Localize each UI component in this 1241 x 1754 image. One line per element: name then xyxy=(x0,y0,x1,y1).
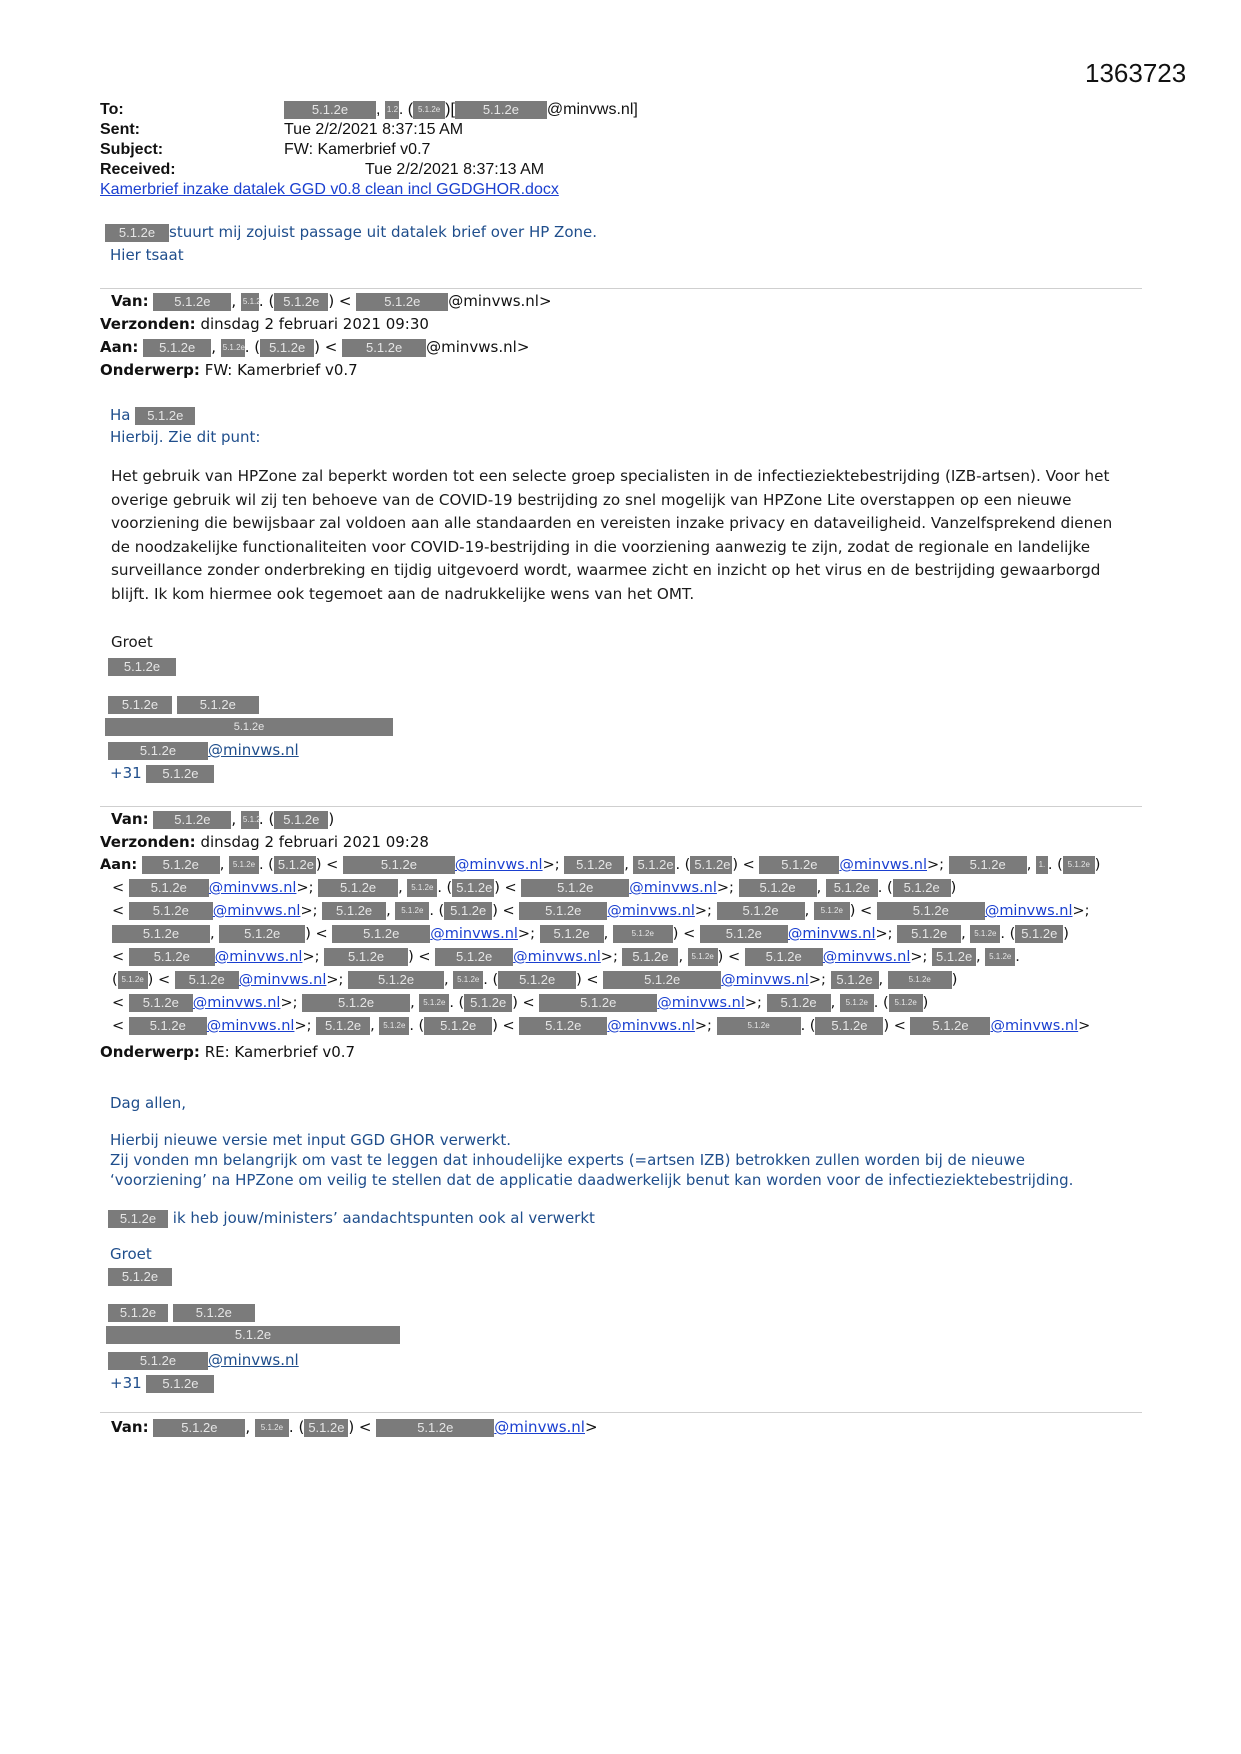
redaction: 5.1.2e xyxy=(613,925,673,943)
redaction: 5.1.2e xyxy=(135,407,195,425)
redaction: 5.1.2e xyxy=(274,856,316,874)
email2-body: Hierbij nieuwe versie met input GGD GHOR verwerkt. xyxy=(110,1131,511,1149)
email1-aan: Aan: 5.1.2e , 5.1.2e. ( 5.1.2e ) < 5.1.2e @minvws.nl> xyxy=(100,338,530,356)
signature-name xyxy=(108,1266,172,1286)
email1-paragraph: Het gebruik van HPZone zal beperkt worden tot een selecte groep specialisten in de infectieziektebestrijding (IZB-artsen). Voor het overige gebruik wil zij ten behoeve van de COVID-19 bestrijding zo snel mogelijk van HPZone Lite overstappen op een nieuwe voorziening die bewijsbaar zal voldoen aan alle standaarden en vereisten inzake privacy en dataveiligheid. Vanzelfsprekend dienen de noodzakelijke functionaliteiten voor COVID-19-bestrijding in die voorziening aanwezig te zijn, zodat de regionale en landelijke surveillance zonder onderbreking en tijdig uitgevoerd wordt, waarmee zicht en inzicht op het virus en de bestrijding gewaarborgd blijft. Ik kom hiermee ook tegemoet aan de nadrukkelijke wens van het OMT. xyxy=(111,467,1113,603)
redaction: 1. xyxy=(1036,856,1048,874)
redaction: 5.1.2e xyxy=(343,856,455,874)
redaction: 5.1.2e xyxy=(413,101,445,119)
redaction: 5.1.2e xyxy=(153,811,231,829)
email2-groet: Groet xyxy=(110,1245,152,1263)
email1-onderwerp: Onderwerp: FW: Kamerbrief v0.7 xyxy=(100,361,358,379)
redaction: 5.1.2e xyxy=(129,994,193,1012)
redaction: 5.1.2e xyxy=(318,879,398,897)
email2-body: Zij vonden mn belangrijk om vast te leggen dat inhoudelijke experts (=artsen IZB) betrokken zullen worden bij de nieuwe xyxy=(110,1151,1025,1169)
redaction: 5.1.2e xyxy=(814,902,850,920)
redaction: 5.1.2e xyxy=(356,293,448,311)
redaction: 5.1.2e xyxy=(348,971,444,989)
redaction: 5.1.2e xyxy=(622,948,678,966)
redaction: 5.1.2e xyxy=(221,339,245,357)
intro-line-2: Hier tsaat xyxy=(110,246,184,264)
redaction: 5.1.2e xyxy=(304,1419,348,1437)
redaction: 5.1.2e xyxy=(274,811,328,829)
email1-greeting: Ha 5.1.2e xyxy=(110,405,195,425)
redaction: 5.1.2e xyxy=(332,925,430,943)
received-row: Received: Tue 2/2/2021 8:37:13 AM xyxy=(100,161,545,178)
email1-groet: Groet xyxy=(111,633,153,651)
redaction: 5.1.2e xyxy=(519,1017,607,1035)
email1-van: Van: 5.1.2e , 5.1.2. ( 5.1.2e ) < 5.1.2e @minvws.nl> xyxy=(111,292,552,310)
redaction: 5.1.2 xyxy=(241,293,259,311)
redaction: 5.1.2e xyxy=(700,925,788,943)
email2-aan-cont: < 5.1.2e @minvws.nl>; 5.1.2e , 5.1.2e . ( 5.1.2e ) < 5.1.2e @minvws.nl>; 5.1.2e , 5.1.2e . ( 5.1.2e ) xyxy=(112,995,929,1011)
redaction: 5.1.2e xyxy=(688,948,718,966)
signature-line xyxy=(106,1324,400,1344)
redaction: 5.1.2e xyxy=(105,224,169,242)
redaction: 5.1.2e xyxy=(759,856,839,874)
email3-van: Van: 5.1.2e , 5.1.2e . ( 5.1.2e ) < 5.1.2e @minvws.nl> xyxy=(111,1418,598,1436)
redaction: 5.1.2e xyxy=(108,1304,168,1322)
divider xyxy=(100,288,1142,289)
email2-aan-cont: 5.1.2e , 5.1.2e ) < 5.1.2e @minvws.nl>; 5.1.2e , 5.1.2e ) < 5.1.2e @minvws.nl>; 5.1.2e , 5.1.2e . ( 5.1.2e ) xyxy=(112,925,1069,943)
redaction: 5.1.2e xyxy=(129,1017,207,1035)
redaction: 5.1.2e xyxy=(129,902,213,920)
redaction: 5.1.2e xyxy=(153,1419,245,1437)
redaction: 5.1.2 xyxy=(241,811,259,829)
redaction: 5.1.2e xyxy=(455,101,547,119)
redaction: 1.2 xyxy=(385,101,399,119)
redaction: 5.1.2e xyxy=(108,742,208,760)
redaction: 5.1.2e xyxy=(342,339,426,357)
email1-intro: Hierbij. Zie dit punt: xyxy=(110,428,261,446)
email2-aan-cont: < 5.1.2e @minvws.nl>; 5.1.2e , 5.1.2e . ( 5.1.2e ) < 5.1.2e @minvws.nl>; 5.1.2e , 5.1.2e . ( 5.1.2e ) xyxy=(112,880,957,896)
redaction: 5.1.2e xyxy=(893,879,951,897)
email2-aan: Aan: 5.1.2e , 5.1.2e . ( 5.1.2e ) < 5.1.2e @minvws.nl>; 5.1.2e , 5.1.2e . ( 5.1.2e ) < 5.1.2e @minvws.nl>; 5.1.2e , 1. . ( 5.1.2e ) xyxy=(100,857,1101,873)
email2-aan-cont: < 5.1.2e @minvws.nl>; 5.1.2e ) < 5.1.2e @minvws.nl>; 5.1.2e , 5.1.2e ) < 5.1.2e @minvws.nl>; 5.1.2e , 5.1.2e . xyxy=(112,949,1020,965)
redaction: 5.1.2e xyxy=(108,696,172,714)
document-number: 1363723 xyxy=(1085,58,1187,88)
redaction: 5.1.2e xyxy=(106,1326,400,1344)
redaction: 5.1.2e xyxy=(910,1017,990,1035)
redaction: 5.1.2e xyxy=(690,856,732,874)
redaction: 5.1.2e xyxy=(1015,925,1063,943)
divider xyxy=(100,1412,1142,1413)
email2-aan-cont: < 5.1.2e @minvws.nl>; 5.1.2e , 5.1.2e . ( 5.1.2e ) < 5.1.2e @minvws.nl>; 5.1.2e . ( 5.1.2e ) < 5.1.2e @minvws.nl> xyxy=(112,1018,1091,1034)
redaction: 5.1.2e xyxy=(435,948,513,966)
redaction: 5.1.2e xyxy=(717,902,805,920)
attachment-link[interactable]: Kamerbrief inzake datalek GGD v0.8 clean incl GGDGHOR.docx xyxy=(100,181,559,198)
redaction: 5.1.2e xyxy=(745,948,823,966)
redaction: 5.1.2e xyxy=(877,902,985,920)
redaction: 5.1.2e xyxy=(260,339,314,357)
redaction: 5.1.2e xyxy=(739,879,817,897)
divider xyxy=(100,806,1142,807)
redaction: 5.1.2e xyxy=(302,994,410,1012)
redaction: 5.1.2e xyxy=(540,925,604,943)
redaction: 5.1.2e xyxy=(108,1268,172,1286)
redaction: 5.1.2e xyxy=(316,1017,370,1035)
redaction: 5.1.2e xyxy=(717,1017,801,1035)
signature-phone: +31 5.1.2e xyxy=(110,763,214,783)
redaction: 5.1.2e xyxy=(970,925,1000,943)
email2-onderwerp: Onderwerp: RE: Kamerbrief v0.7 xyxy=(100,1043,356,1061)
redaction: 5.1.2e xyxy=(105,718,393,736)
redaction: 5.1.2e xyxy=(395,902,429,920)
redaction: 5.1.2e xyxy=(322,902,386,920)
redaction: 5.1.2e xyxy=(142,856,220,874)
redaction: 5.1.2e xyxy=(888,971,952,989)
redaction: 5.1.2e xyxy=(324,948,408,966)
redaction: 5.1.2e xyxy=(815,1017,883,1035)
redaction: 5.1.2e xyxy=(108,658,176,676)
redaction: 5.1.2e xyxy=(633,856,675,874)
email2-van: Van: 5.1.2e , 5.1.2. ( 5.1.2e ) xyxy=(111,810,335,828)
redaction: 5.1.2e xyxy=(603,971,721,989)
redaction: 5.1.2e xyxy=(108,1352,208,1370)
redaction: 5.1.2e xyxy=(153,293,231,311)
redaction: 5.1.2e xyxy=(219,925,305,943)
redaction: 5.1.2e xyxy=(1063,856,1095,874)
email2-aan-cont: < 5.1.2e @minvws.nl>; 5.1.2e , 5.1.2e . ( 5.1.2e ) < 5.1.2e @minvws.nl>; 5.1.2e , 5.1.2e ) < 5.1.2e @minvws.nl>; xyxy=(112,903,1090,919)
redaction: 5.1.2e xyxy=(407,879,437,897)
redaction: 5.1.2e xyxy=(108,1210,168,1228)
redaction: 5.1.2e xyxy=(452,879,494,897)
signature-line xyxy=(105,716,393,736)
redaction: 5.1.2e xyxy=(949,856,1027,874)
redaction: 5.1.2e xyxy=(376,1419,494,1437)
sent-row: Sent: Tue 2/2/2021 8:37:15 AM xyxy=(100,121,464,138)
redaction: 5.1.2e xyxy=(932,948,976,966)
email2-body: ‘voorziening’ na HPZone om veilig te stellen dat de applicatie daadwerkelijk benut kan worden voor de infectieziektebestrijding. xyxy=(110,1171,1074,1189)
signature-phone: +31 5.1.2e xyxy=(110,1373,214,1393)
redaction: 5.1.2e xyxy=(129,948,215,966)
redaction: 5.1.2e xyxy=(985,948,1015,966)
email2-verzonden: Verzonden: dinsdag 2 februari 2021 09:28 xyxy=(100,833,429,851)
redaction: 5.1.2e xyxy=(897,925,961,943)
signature-line xyxy=(108,1302,255,1322)
redaction: 5.1.2e xyxy=(229,856,259,874)
redaction: 5.1.2e xyxy=(118,971,148,989)
redaction: 5.1.2e xyxy=(146,1375,214,1393)
redaction: 5.1.2e xyxy=(146,765,214,783)
redaction: 5.1.2e xyxy=(444,902,492,920)
redaction: 5.1.2e xyxy=(175,971,239,989)
redaction: 5.1.2e xyxy=(379,1017,409,1035)
intro-line: 5.1.2e stuurt mij zojuist passage uit datalek brief over HP Zone. xyxy=(105,222,597,242)
redaction: 5.1.2e xyxy=(767,994,831,1012)
redaction: 5.1.2e xyxy=(840,994,874,1012)
signature-email: 5.1.2e @minvws.nl xyxy=(108,1350,299,1370)
redaction: 5.1.2e xyxy=(498,971,576,989)
redaction: 5.1.2e xyxy=(129,879,209,897)
redaction: 5.1.2e xyxy=(831,971,879,989)
redaction: 5.1.2e xyxy=(564,856,624,874)
redaction: 5.1.2e xyxy=(424,1017,492,1035)
redaction: 5.1.2e xyxy=(112,925,210,943)
signature-line xyxy=(108,694,259,714)
redaction: 5.1.2e xyxy=(889,994,923,1012)
redaction: 5.1.2e xyxy=(519,902,607,920)
redaction: 5.1.2e xyxy=(177,696,259,714)
redaction: 5.1.2e xyxy=(464,994,512,1012)
signature-email: 5.1.2e @minvws.nl xyxy=(108,740,299,760)
attachment-row xyxy=(100,180,559,200)
email2-body: 5.1.2e ik heb jouw/ministers’ aandachtspunten ook al verwerkt xyxy=(108,1208,595,1228)
redaction: 5.1.2e xyxy=(453,971,483,989)
redaction: 5.1.2e xyxy=(143,339,211,357)
redaction: 5.1.2e xyxy=(255,1419,289,1437)
redaction: 5.1.2e xyxy=(539,994,657,1012)
redaction: 5.1.2e xyxy=(274,293,328,311)
email2-greeting: Dag allen, xyxy=(110,1094,187,1112)
redaction: 5.1.2e xyxy=(521,879,629,897)
email2-aan-cont: ( 5.1.2e ) < 5.1.2e @minvws.nl>; 5.1.2e , 5.1.2e . ( 5.1.2e ) < 5.1.2e @minvws.nl>; 5.1.2e , 5.1.2e ) xyxy=(112,972,958,988)
to-row: To: 5.1.2e , 1.2. ( 5.1.2e )[ 5.1.2e @minvws.nl] xyxy=(100,101,638,118)
redaction: 5.1.2e xyxy=(284,101,376,119)
redaction: 5.1.2e xyxy=(173,1304,255,1322)
signature-name xyxy=(108,656,176,676)
redaction: 5.1.2e xyxy=(826,879,878,897)
email1-verzonden: Verzonden: dinsdag 2 februari 2021 09:30 xyxy=(100,315,429,333)
subject-row: Subject: FW: Kamerbrief v0.7 xyxy=(100,141,431,158)
redaction: 5.1.2e xyxy=(419,994,449,1012)
